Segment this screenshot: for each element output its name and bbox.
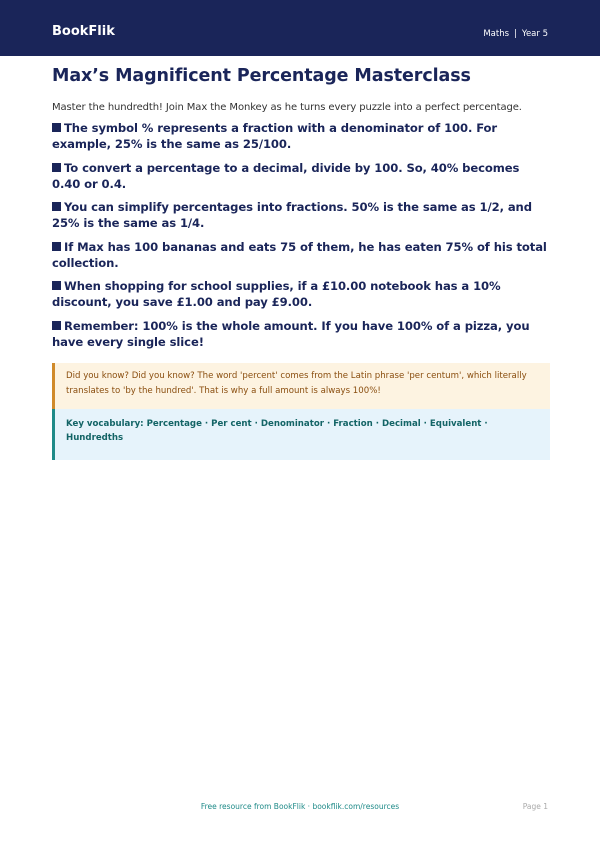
page-title: Max’s Magnificent Percentage Masterclass bbox=[52, 66, 471, 86]
square-bullet-icon bbox=[52, 123, 61, 132]
fact-item bbox=[52, 120, 550, 152]
top-banner bbox=[0, 0, 600, 56]
key-vocabulary-box: Key vocabulary: Percentage · Per cent · Denominator · Fraction · Decimal · Equivalent · Hundredths bbox=[52, 409, 550, 460]
worksheet-content bbox=[52, 65, 550, 460]
square-bullet-icon bbox=[52, 242, 61, 251]
intro-text: Master the hundredth! Join Max the Monkey as he turns every puzzle into a perfect percentage. bbox=[52, 102, 522, 113]
fact-item bbox=[52, 160, 550, 192]
subject-year-label bbox=[483, 28, 548, 40]
fact-text: The symbol % represents a fraction with a denominator of 100. For example, 25% is the same as 25/100. bbox=[52, 121, 498, 151]
fact-text: Remember: 100% is the whole amount. If you have 100% of a pizza, you have every single slice! bbox=[52, 318, 530, 349]
fact-text: You can simplify percentages into fractions. 50% is the same as 1/2, and 25% is the same as 1/4. bbox=[52, 200, 532, 230]
fact-text: To convert a percentage to a decimal, divide by 100. So, 40% becomes 0.40 or 0.4. bbox=[52, 160, 520, 191]
square-bullet-icon bbox=[52, 281, 61, 290]
subject-label: Maths bbox=[483, 29, 510, 39]
square-bullet-icon bbox=[52, 202, 61, 211]
square-bullet-icon bbox=[52, 163, 61, 172]
fact-item bbox=[52, 239, 550, 271]
footer-resource-link[interactable]: Free resource from BookFlik · bookflik.com/resources bbox=[200, 802, 400, 811]
fact-item bbox=[52, 318, 550, 350]
brand-logo[interactable]: BookFlik bbox=[52, 24, 115, 39]
fact-item bbox=[52, 199, 550, 231]
square-bullet-icon bbox=[52, 321, 61, 330]
fact-text: If Max has 100 bananas and eats 75 of them, he has eaten 75% of his total collection. bbox=[52, 239, 547, 270]
page-number: Page 1 bbox=[522, 802, 548, 811]
meta-separator: | bbox=[514, 29, 517, 39]
fact-item bbox=[52, 278, 550, 310]
fact-list bbox=[52, 120, 550, 350]
year-label: Year 5 bbox=[521, 29, 548, 39]
fact-text: When shopping for school supplies, if a £10.00 notebook has a 10% discount, you save £1.00 and pay £9.00. bbox=[52, 279, 501, 309]
did-you-know-callout: Did you know? Did you know? The word 'percent' comes from the Latin phrase 'per centum', which literally translates to 'by the hundred'. That is why a full amount is always 100%! bbox=[52, 363, 550, 409]
